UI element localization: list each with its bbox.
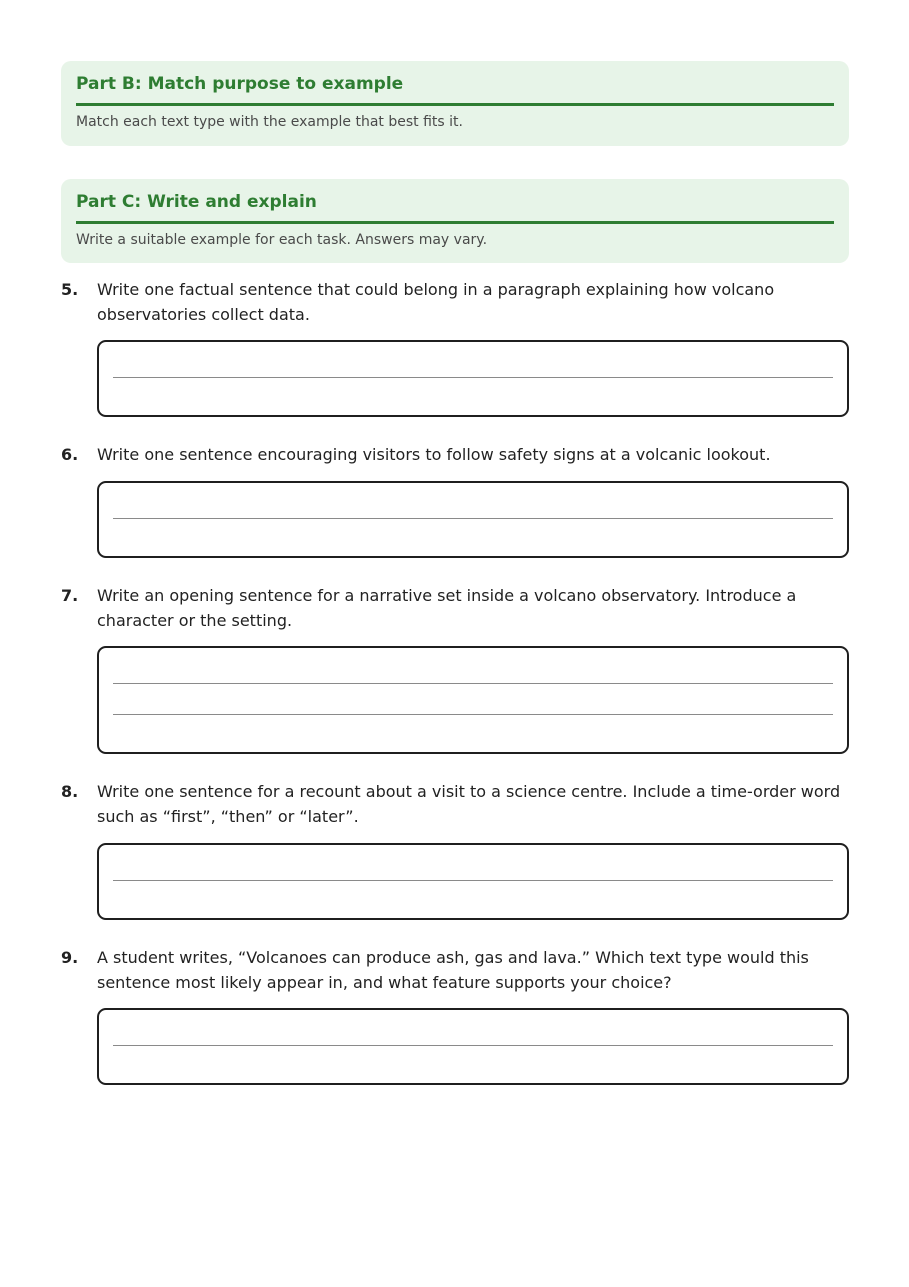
answer-box-7[interactable]: [97, 646, 849, 754]
question-5: [61, 278, 849, 327]
answer-box-8[interactable]: [97, 843, 849, 920]
part-b-header: [61, 61, 849, 146]
question-text: Write one factual sentence that could belong in a paragraph explaining how volcano observatories collect data.: [97, 280, 775, 324]
answer-box-6[interactable]: [97, 481, 849, 558]
question-number: 9.: [61, 948, 79, 967]
writing-line: [113, 518, 833, 519]
question-text: Write one sentence encouraging visitors to follow safety signs at a volcanic lookout.: [97, 445, 771, 464]
question-text: A student writes, “Volcanoes can produce ash, gas and lava.” Which text type would this sentence most likely appear in, and what feature supports your choice?: [97, 948, 809, 992]
writing-line: [113, 377, 833, 378]
part-c-header: [61, 179, 849, 263]
question-number: 8.: [61, 782, 79, 801]
question-6: [61, 443, 849, 468]
answer-box-5[interactable]: [97, 340, 849, 417]
part-b-instructions: Match each text type with the example that best fits it.: [76, 114, 463, 130]
question-9: [61, 946, 849, 995]
writing-line: [113, 714, 833, 715]
part-c-instructions: Write a suitable example for each task. Answers may vary.: [76, 232, 488, 248]
part-b-title: Part B: Match purpose to example: [76, 73, 834, 106]
question-number: 7.: [61, 586, 79, 605]
answer-box-9[interactable]: [97, 1008, 849, 1085]
question-8: [61, 780, 849, 829]
part-c-title: Part C: Write and explain: [76, 191, 834, 224]
writing-line: [113, 1045, 833, 1046]
question-number: 6.: [61, 445, 79, 464]
question-7: [61, 584, 849, 633]
writing-line: [113, 683, 833, 684]
question-number: 5.: [61, 280, 79, 299]
writing-line: [113, 880, 833, 881]
question-text: Write one sentence for a recount about a visit to a science centre. Include a time-order word such as “first”, “then” or “later”.: [97, 782, 841, 826]
question-text: Write an opening sentence for a narrative set inside a volcano observatory. Introduce a character or the setting.: [97, 586, 797, 630]
